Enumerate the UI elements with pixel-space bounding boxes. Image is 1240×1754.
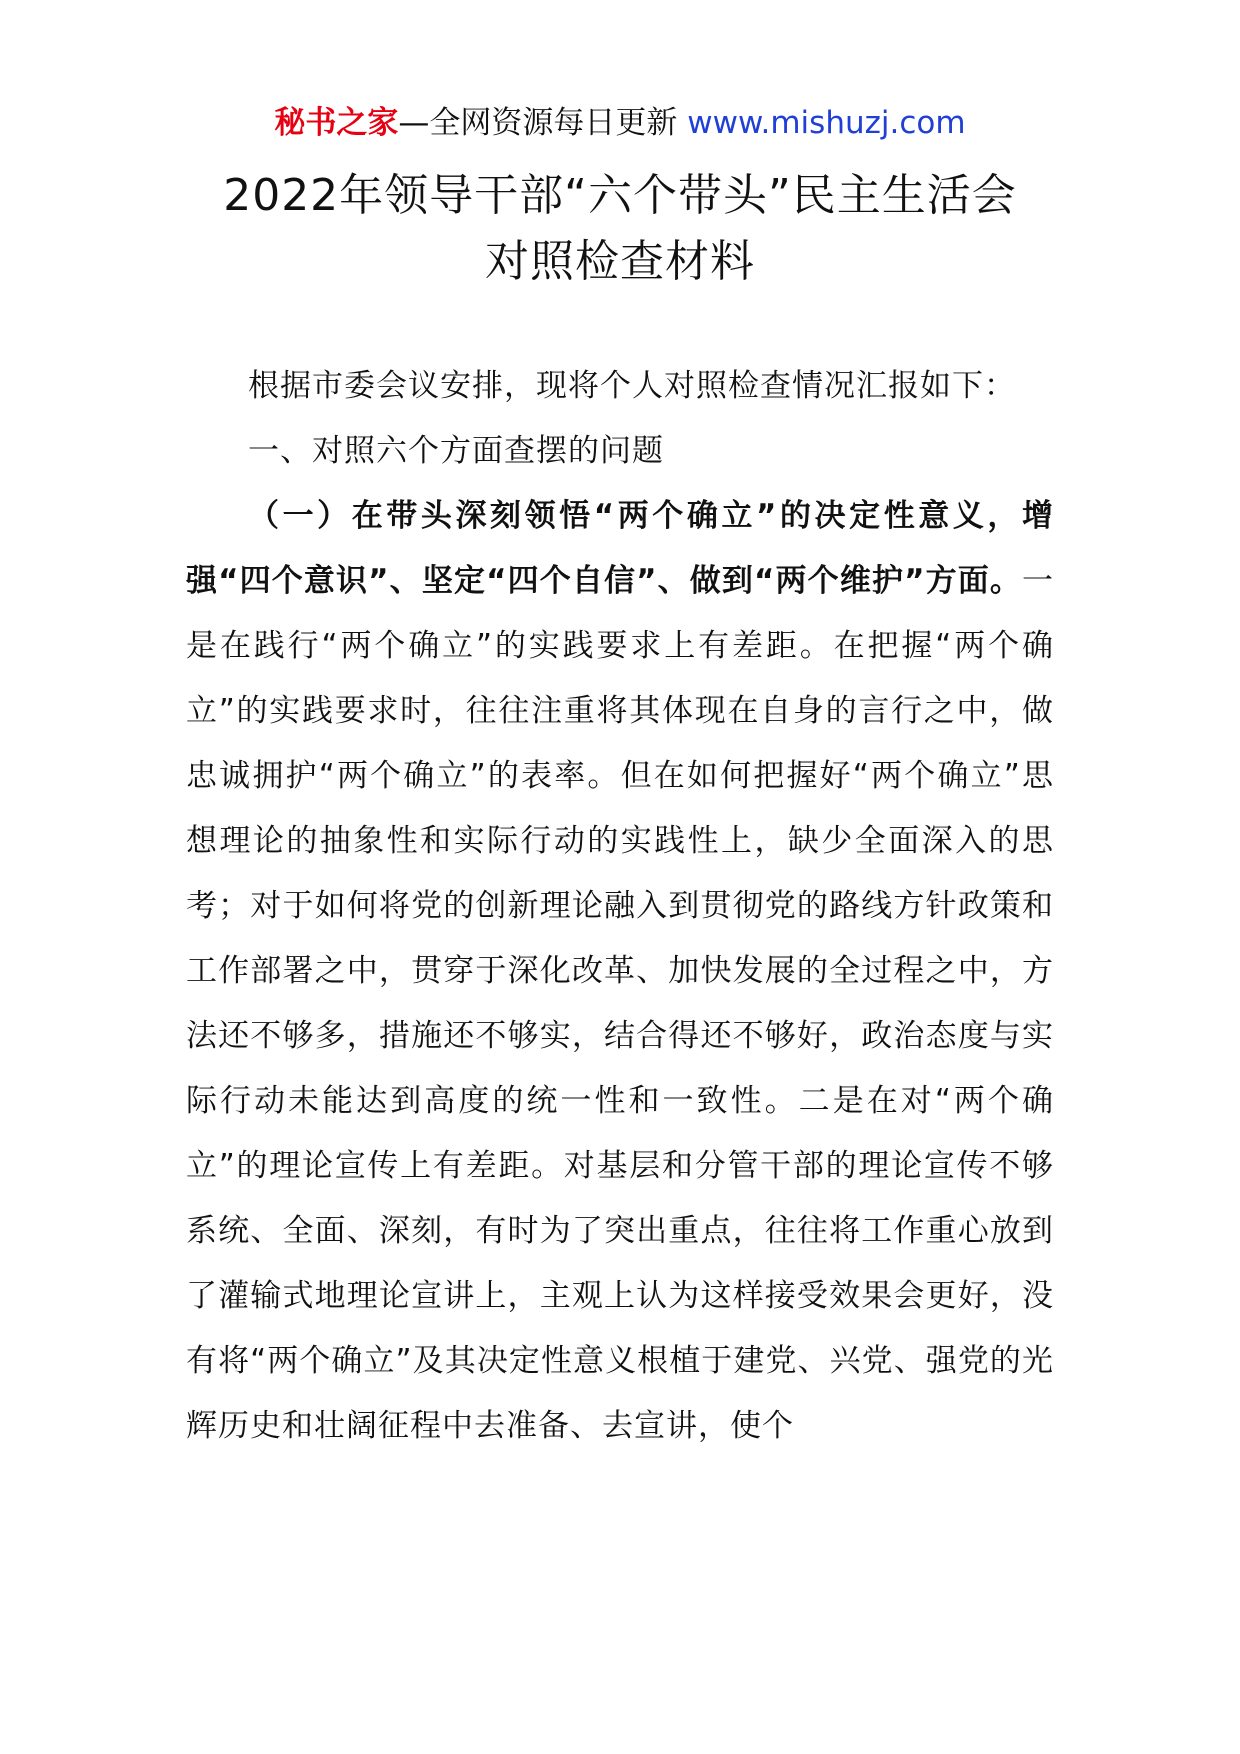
brand-url-link[interactable]: www.mishuzj.com xyxy=(687,105,966,141)
section-heading: 一、对照六个方面查摆的问题 xyxy=(248,433,664,469)
subsection-paragraph xyxy=(186,484,1054,1459)
document-title xyxy=(0,163,1240,295)
intro-paragraph: 根据市委会议安排，现将个人对照检查情况汇报如下： xyxy=(248,368,1016,404)
title-line-1: 2022年领导干部“六个带头”民主生活会 xyxy=(223,170,1017,221)
title-line-2: 对照检查材料 xyxy=(485,236,755,287)
brand-name: 秘书之家 xyxy=(274,105,399,141)
subsection-text: 一是在践行“两个确立”的实践要求上有差距。在把握“两个确立”的实践要求时，往往注重将其体现在自身的言行之中，做忠诚拥护“两个确立”的表率。但在如何把握好“两个确立”思想理论的抽象性和实际行动的实践性上，缺少全面深入的思考；对于如何将党的创新理论融入到贯彻党的路线方针政策和工作部署之中，贯穿于深化改革、加快发展的全过程之中，方法还不够多，措施还不够实，结合得还不够好，政治态度与实际行动未能达到高度的统一性和一致性。二是在对“两个确立”的理论宣传上有差距。对基层和分管干部的理论宣传不够系统、全面、深刻，有时为了突出重点，往往将工作重心放到了灌输式地理论宣讲上，主观上认为这样接受效果会更好，没有将“两个确立”及其决定性意义根植于建党、兴党、强党的光辉历史和壮阔征程中去准备、去宣讲，使个 xyxy=(186,563,1054,1444)
document-body xyxy=(186,354,1054,1459)
watermark-header xyxy=(0,98,1240,148)
subsection-heading: （一）在带头深刻领悟“两个确立”的决定性意义，增强“四个意识”、坚定“四个自信”、做到“两个维护”方面。 xyxy=(186,498,1054,599)
brand-slogan: —全网资源每日更新 xyxy=(398,105,678,141)
